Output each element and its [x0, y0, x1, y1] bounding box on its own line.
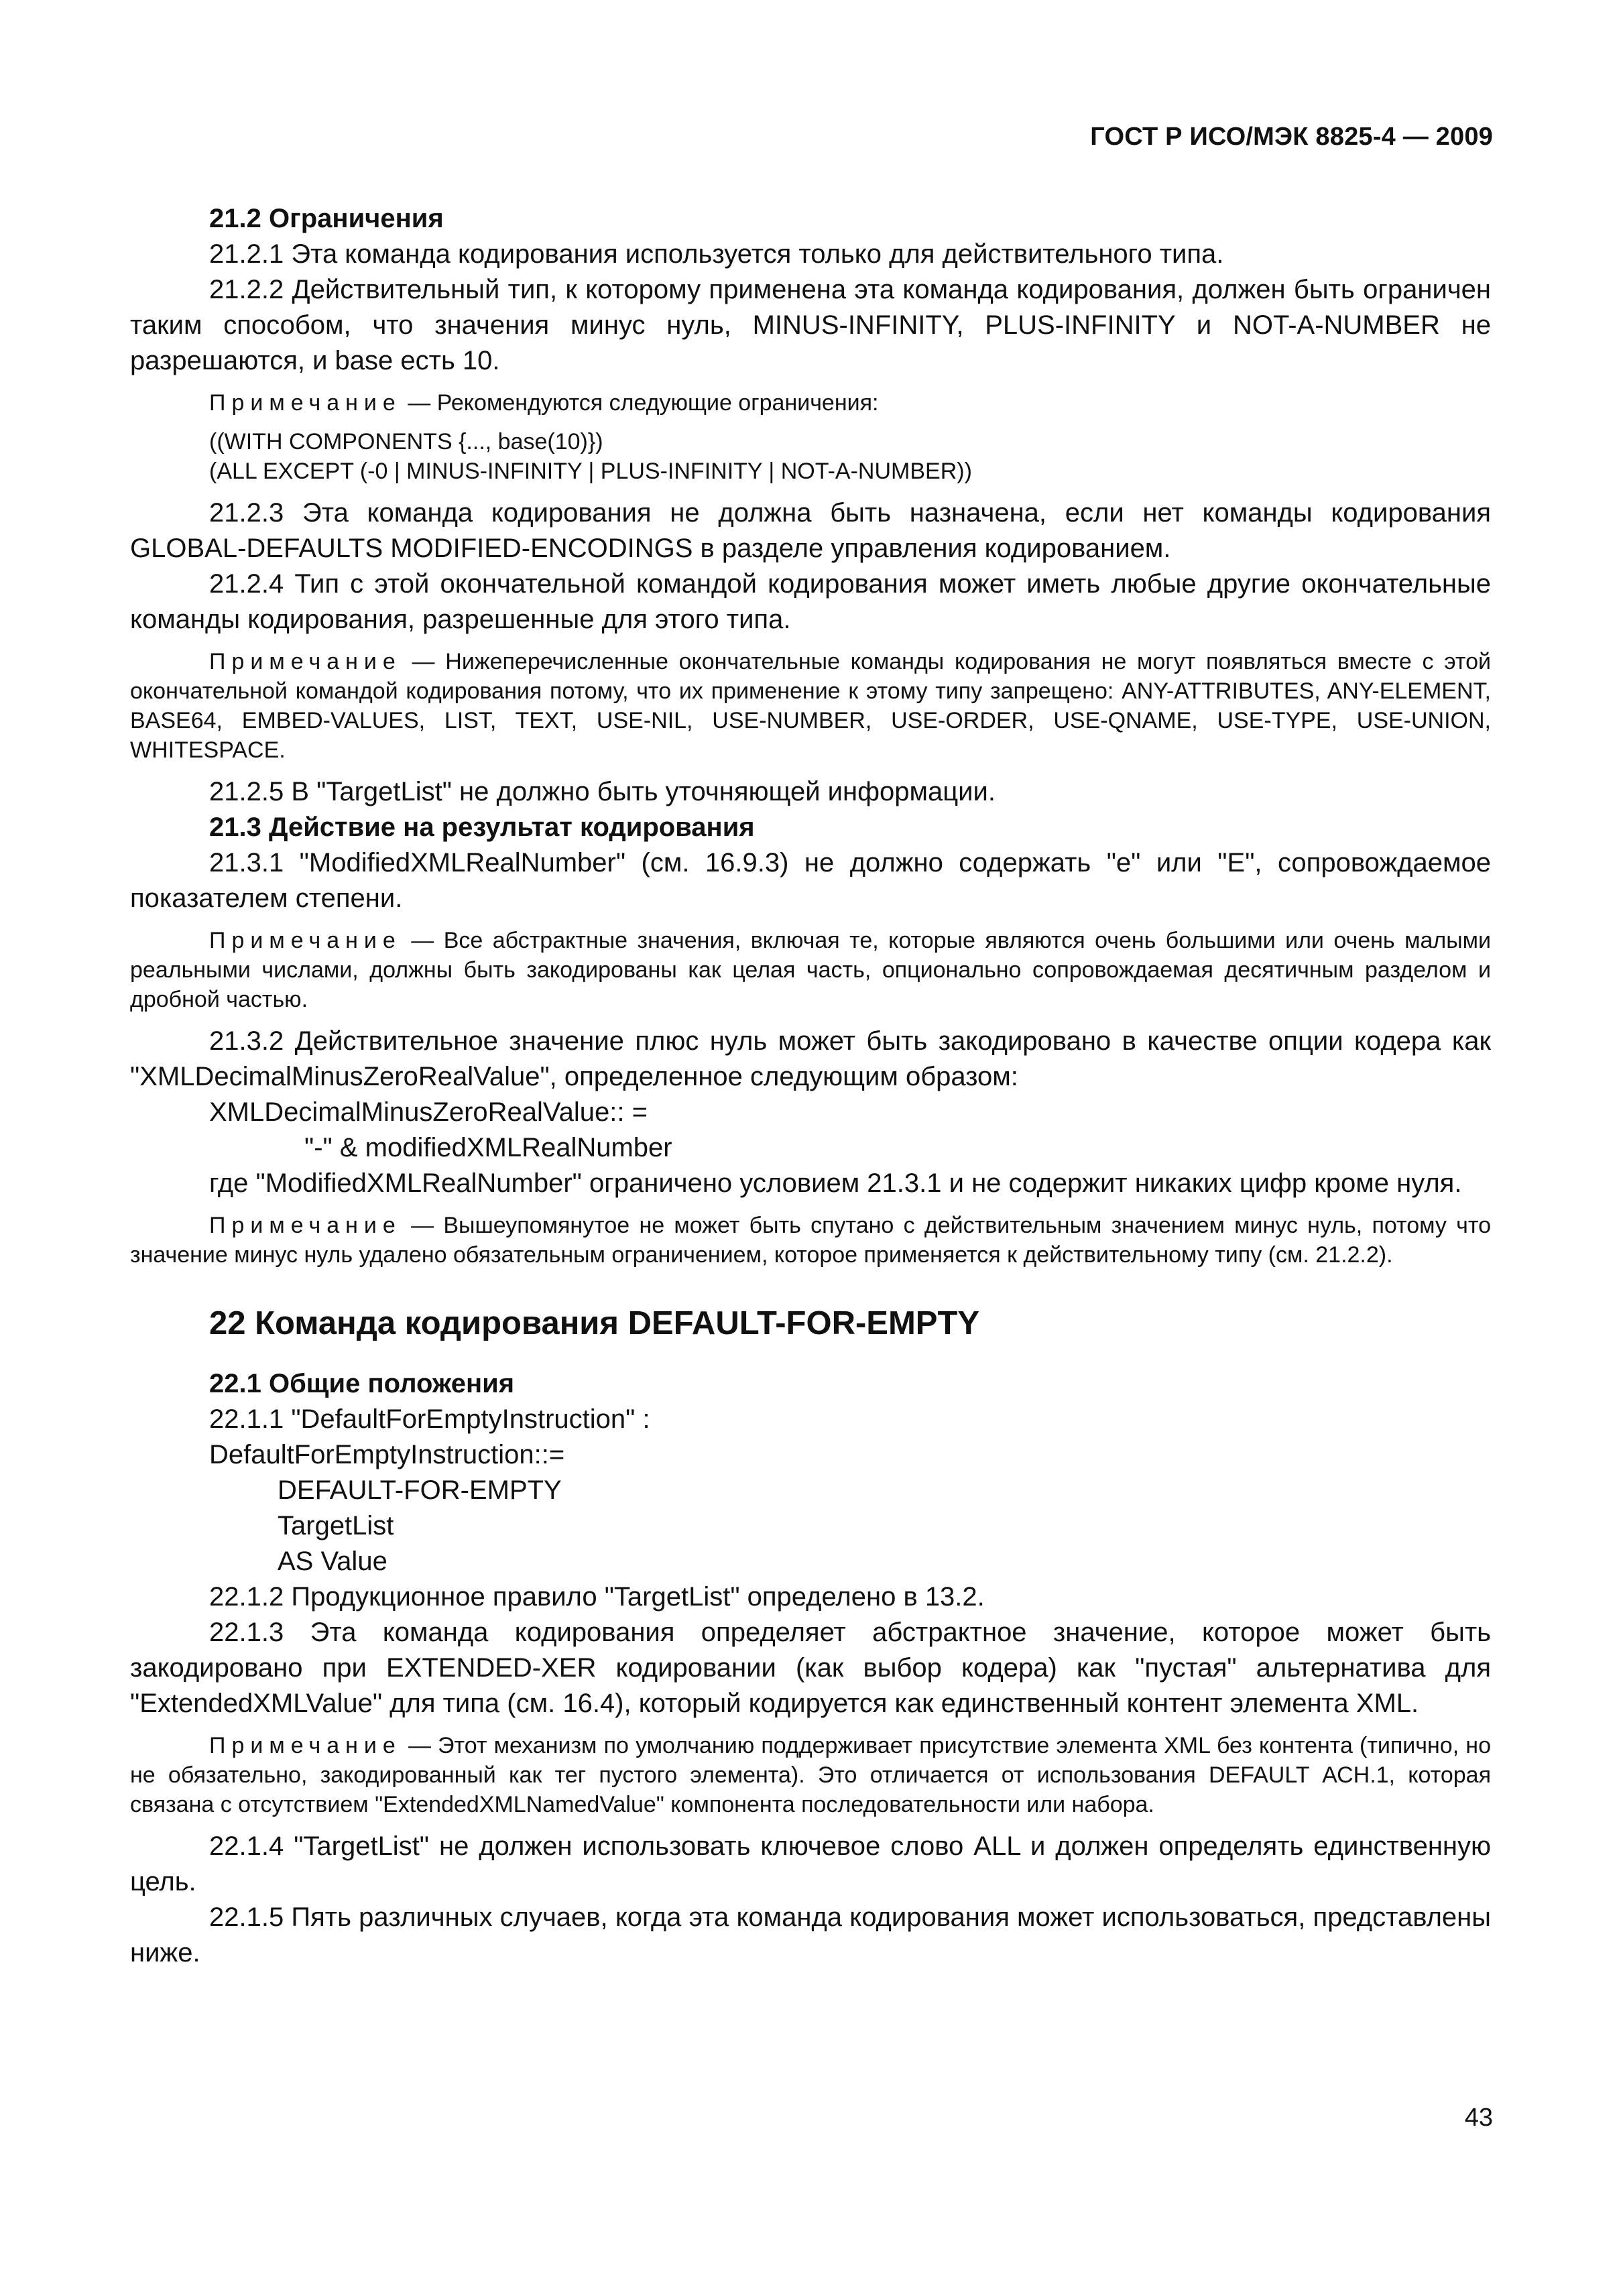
paragraph-21-2-1: 21.2.1 Эта команда кодирования используется только для действительного типа.: [209, 239, 1224, 269]
paragraph-21-3-2-where: где "ModifiedXMLRealNumber" ограничено условием 21.3.1 и не содержит никаких цифр кроме нуля.: [209, 1168, 1462, 1198]
note-label: Примечание: [209, 1733, 402, 1758]
note-text: — Рекомендуются следующие ограничения:: [401, 390, 879, 416]
document-code-header: ГОСТ Р ИСО/МЭК 8825-4 — 2009: [1090, 123, 1493, 151]
note-code-line: ((WITH COMPONENTS {..., base(10)}): [209, 429, 603, 455]
paragraph-22-1-1: 22.1.1 "DefaultForEmptyInstruction" :: [209, 1404, 650, 1434]
paragraph-21-3-2: 21.3.2 Действительное значение плюс нуль может быть закодировано в качестве опции кодера как "XMLDecimalMinusZeroRealValue", определенное следующим образом:: [130, 1026, 1491, 1091]
note-label: Примечание: [209, 1213, 402, 1238]
paragraph-22-1-4: 22.1.4 "TargetList" не должен использовать ключевое слово ALL и должен определять единственную цель.: [130, 1831, 1491, 1896]
note-text: — Нижеперечисленные окончательные команды кодирования не могут появляться вместе с этой окончательной командой кодирования потому, что их применение к этому типу запрещено: ANY-ATTRIBUTES, ANY-ELEMENT, BASE64, EMBED-VALUES, LIST, TEXT, USE-NIL, USE-NUMBER, USE-ORDER, USE-QNAME, USE-TYPE, USE-UNION, WHITESPACE.: [130, 649, 1491, 763]
note-label: Примечание: [209, 928, 402, 953]
code-line: DEFAULT-FOR-EMPTY: [278, 1475, 562, 1505]
code-line: DefaultForEmptyInstruction::=: [209, 1440, 565, 1469]
note-21-3-2: [130, 1211, 1491, 1270]
note-text: — Вышеупомянутое не может быть спутано с действительным значением минус нуль, потому что значение минус нуль удалено обязательным ограничением, которое применяется к действительному типу (см. 21.2.2).: [130, 1213, 1491, 1268]
note-code-line: (ALL EXCEPT (-0 | MINUS-INFINITY | PLUS-INFINITY | NOT-A-NUMBER)): [209, 459, 972, 484]
paragraph-21-2-3: 21.2.3 Эта команда кодирования не должна быть назначена, если нет команды кодирования GLOBAL-DEFAULTS MODIFIED-ENCODINGS в разделе управления кодированием.: [130, 498, 1491, 563]
note-text: — Этот механизм по умолчанию поддерживает присутствие элемента XML без контента (типично, но не обязательно, закодированный как тег пустого элемента). Это отличается от использования DEFAULT АСН.1, которая связана с отсутствием "ExtendedXMLNamedValue" компонента последовательности или набора.: [130, 1733, 1491, 1817]
note-21-2-4: [130, 647, 1491, 765]
note-21-3-1: [130, 926, 1491, 1014]
paragraph-22-1-3: 22.1.3 Эта команда кодирования определяет абстрактное значение, которое может быть закодировано при EXTENDED-XER кодировании (как выбор кодера) как "пустая" альтернатива для "ExtendedXMLValue" для типа (см. 16.4), который кодируется как единственный контент элемента XML.: [130, 1618, 1491, 1718]
page-number: 43: [1464, 2104, 1493, 2132]
code-line: TargetList: [278, 1511, 394, 1540]
paragraph-21-2-5: 21.2.5 В "TargetList" не должно быть уточняющей информации.: [209, 777, 996, 806]
note-text: — Все абстрактные значения, включая те, которые являются очень большими или очень малыми реальными числами, должны быть закодированы как целая часть, опционально сопровождаемая десятичным разделом и дробной частью.: [130, 928, 1491, 1012]
paragraph-21-2-4: 21.2.4 Тип с этой окончательной командой кодирования может иметь любые другие окончательные команды кодирования, разрешенные для этого типа.: [130, 569, 1491, 634]
paragraph-21-2-2: 21.2.2 Действительный тип, к которому применена эта команда кодирования, должен быть ограничен таким способом, что значения минус нуль, MINUS-INFINITY, PLUS-INFINITY и NOT-A-NUMBER не разрешаются, и base есть 10.: [130, 275, 1491, 375]
section-heading-21-2: 21.2 Ограничения: [209, 204, 444, 233]
note-22-1-3: [130, 1731, 1491, 1819]
paragraph-22-1-2: 22.1.2 Продукционное правило "TargetList" определено в 13.2.: [209, 1582, 985, 1612]
paragraph-21-3-1: 21.3.1 "ModifiedXMLRealNumber" (см. 16.9.3) не должно содержать "е" или "Е", сопровождаемое показателем степени.: [130, 848, 1491, 913]
section-heading-22-1: 22.1 Общие положения: [209, 1369, 515, 1398]
note-label: Примечание: [209, 390, 402, 416]
code-line: AS Value: [278, 1547, 387, 1576]
clause-title-22: 22 Команда кодирования DEFAULT-FOR-EMPTY: [209, 1305, 980, 1341]
page-content: [130, 201, 1491, 1971]
note-21-2-2: [130, 388, 1491, 418]
code-line: XMLDecimalMinusZeroRealValue:: =: [209, 1097, 648, 1127]
section-heading-21-3: 21.3 Действие на результат кодирования: [209, 812, 755, 842]
note-label: Примечание: [209, 649, 402, 674]
paragraph-22-1-5: 22.1.5 Пять различных случаев, когда эта команда кодирования может использоваться, представлены ниже.: [130, 1902, 1491, 1968]
code-line: "-" & modifiedXMLRealNumber: [304, 1133, 672, 1162]
